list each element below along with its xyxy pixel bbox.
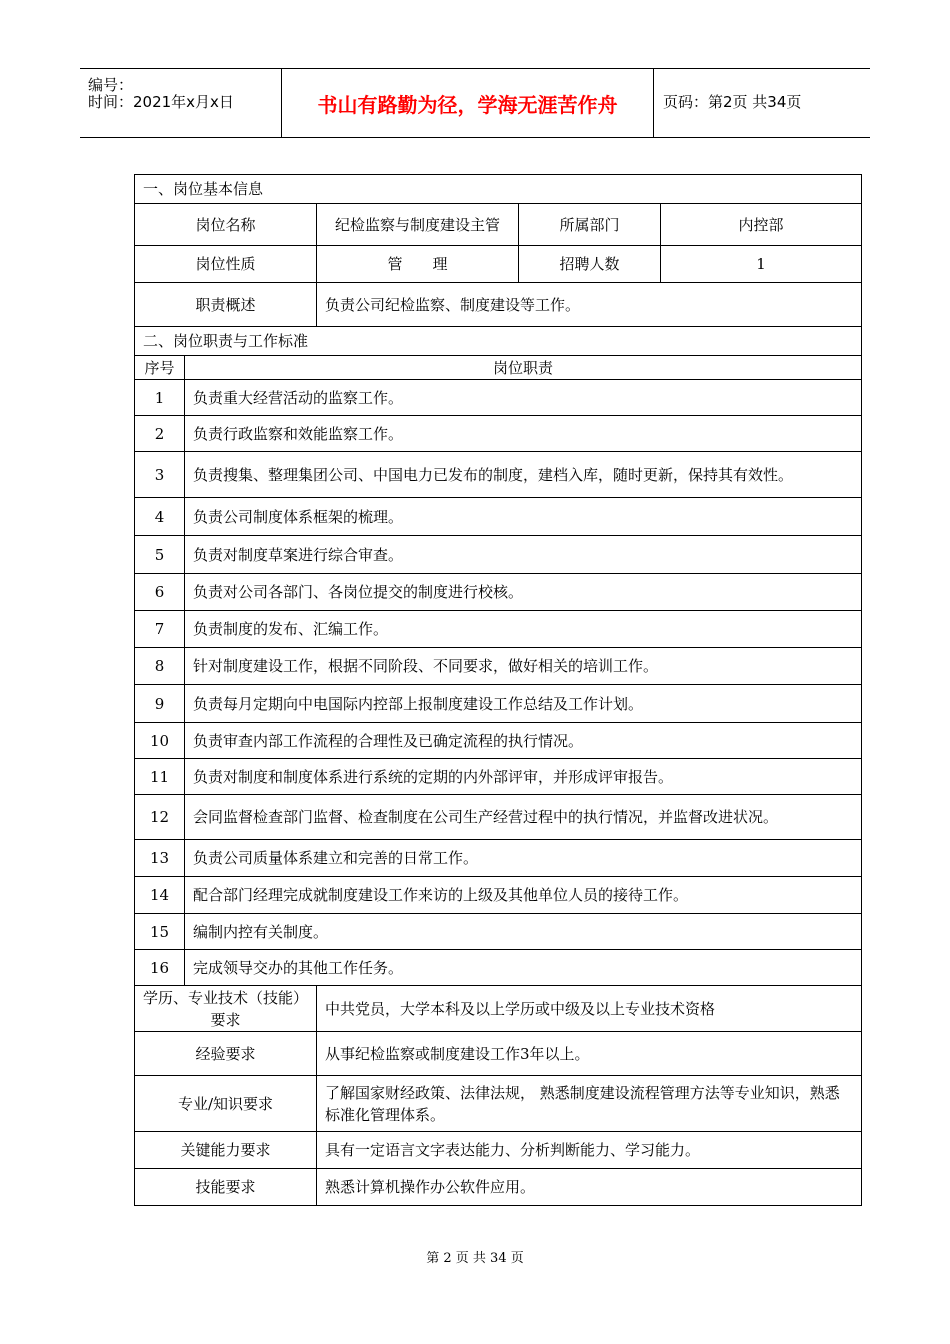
duty-number: 1 <box>135 380 185 416</box>
page-header <box>80 68 870 138</box>
info-label-summary: 职责概述 <box>135 283 317 327</box>
duty-number: 3 <box>135 452 185 498</box>
info-row-3 <box>135 283 862 327</box>
duty-text: 完成领导交办的其他工作任务。 <box>185 950 862 986</box>
duty-row <box>135 840 862 877</box>
requirement-label: 关键能力要求 <box>135 1132 317 1169</box>
duty-row <box>135 574 862 611</box>
duty-row <box>135 611 862 648</box>
info-label-post-nature: 岗位性质 <box>135 246 317 283</box>
duty-text: 配合部门经理完成就制度建设工作来访的上级及其他单位人员的接待工作。 <box>185 877 862 914</box>
info-value-department: 内控部 <box>661 204 862 246</box>
info-value-summary: 负责公司纪检监察、制度建设等工作。 <box>317 283 862 327</box>
duty-number: 10 <box>135 723 185 759</box>
requirement-label: 专业/知识要求 <box>135 1076 317 1132</box>
duty-number: 7 <box>135 611 185 648</box>
requirement-text: 从事纪检监察或制度建设工作3年以上。 <box>317 1032 862 1076</box>
duty-row <box>135 498 862 536</box>
requirement-text: 了解国家财经政策、法律法规， 熟悉制度建设流程管理方法等专业知识，熟悉标准化管理体系。 <box>317 1076 862 1132</box>
info-label-post-name: 岗位名称 <box>135 204 317 246</box>
duty-number: 4 <box>135 498 185 536</box>
duty-text: 负责重大经营活动的监察工作。 <box>185 380 862 416</box>
info-label-headcount: 招聘人数 <box>519 246 661 283</box>
duty-number: 5 <box>135 536 185 574</box>
duty-header-row <box>135 356 862 380</box>
requirement-label: 技能要求 <box>135 1169 317 1206</box>
duty-text: 会同监督检查部门监督、检查制度在公司生产经营过程中的执行情况，并监督改进状况。 <box>185 795 862 840</box>
requirement-text: 熟悉计算机操作办公软件应用。 <box>317 1169 862 1206</box>
section1-title-row <box>135 175 862 204</box>
duty-number: 13 <box>135 840 185 877</box>
duty-row <box>135 877 862 914</box>
document-number-label: 编号： <box>88 76 134 94</box>
duty-row <box>135 452 862 498</box>
info-row-1 <box>135 204 862 246</box>
requirement-row <box>135 1132 862 1169</box>
section2-title-row <box>135 327 862 356</box>
duty-text: 负责对制度草案进行综合审查。 <box>185 536 862 574</box>
requirement-text: 中共党员，大学本科及以上学历或中级及以上专业技术资格 <box>317 986 862 1032</box>
duty-row <box>135 648 862 685</box>
duty-text: 负责公司制度体系框架的梳理。 <box>185 498 862 536</box>
requirement-row <box>135 1076 862 1132</box>
duty-number: 6 <box>135 574 185 611</box>
duty-text: 负责搜集、整理集团公司、中国电力已发布的制度，建档入库，随时更新，保持其有效性。 <box>185 452 862 498</box>
duty-row <box>135 380 862 416</box>
requirement-label: 经验要求 <box>135 1032 317 1076</box>
info-value-post-nature: 管 理 <box>317 246 519 283</box>
duty-row <box>135 914 862 950</box>
info-label-department: 所属部门 <box>519 204 661 246</box>
duty-text: 编制内控有关制度。 <box>185 914 862 950</box>
duty-number: 2 <box>135 416 185 452</box>
header-meta <box>80 69 281 137</box>
requirement-row <box>135 1032 862 1076</box>
duty-text: 负责制度的发布、汇编工作。 <box>185 611 862 648</box>
duty-row <box>135 759 862 795</box>
duty-text: 针对制度建设工作，根据不同阶段、不同要求，做好相关的培训工作。 <box>185 648 862 685</box>
requirement-text: 具有一定语言文字表达能力、分析判断能力、学习能力。 <box>317 1132 862 1169</box>
requirement-label: 学历、专业技术（技能）要求 <box>135 986 317 1032</box>
duty-number: 12 <box>135 795 185 840</box>
duty-text: 负责公司质量体系建立和完善的日常工作。 <box>185 840 862 877</box>
duty-text: 负责对制度和制度体系进行系统的定期的内外部评审，并形成评审报告。 <box>185 759 862 795</box>
duty-row <box>135 536 862 574</box>
requirement-row <box>135 1169 862 1206</box>
document-time-label: 时间：2021年x月x日 <box>88 93 234 111</box>
duty-number: 8 <box>135 648 185 685</box>
duty-row <box>135 795 862 840</box>
duty-text: 负责行政监察和效能监察工作。 <box>185 416 862 452</box>
duty-row <box>135 723 862 759</box>
section1-title: 一、岗位基本信息 <box>135 175 862 204</box>
requirement-row <box>135 986 862 1032</box>
info-value-headcount: 1 <box>661 246 862 283</box>
duty-number: 11 <box>135 759 185 795</box>
duty-number: 15 <box>135 914 185 950</box>
duty-row <box>135 416 862 452</box>
duty-text: 负责审查内部工作流程的合理性及已确定流程的执行情况。 <box>185 723 862 759</box>
job-description-table <box>134 174 862 1206</box>
duty-col-text: 岗位职责 <box>185 356 862 380</box>
info-row-2 <box>135 246 862 283</box>
duty-row <box>135 685 862 723</box>
section2-title: 二、岗位职责与工作标准 <box>135 327 862 356</box>
duty-row <box>135 950 862 986</box>
duty-col-number: 序号 <box>135 356 185 380</box>
duty-number: 14 <box>135 877 185 914</box>
page-footer: 第 2 页 共 34 页 <box>426 1251 524 1266</box>
duty-number: 16 <box>135 950 185 986</box>
duty-text: 负责每月定期向中电国际内控部上报制度建设工作总结及工作计划。 <box>185 685 862 723</box>
header-motto: 书山有路勤为径，学海无涯苦作舟 <box>281 69 654 137</box>
info-value-post-name: 纪检监察与制度建设主管 <box>317 204 519 246</box>
duty-text: 负责对公司各部门、各岗位提交的制度进行校核。 <box>185 574 862 611</box>
duty-number: 9 <box>135 685 185 723</box>
header-page-info: 页码：第2页 共34页 <box>663 93 802 111</box>
